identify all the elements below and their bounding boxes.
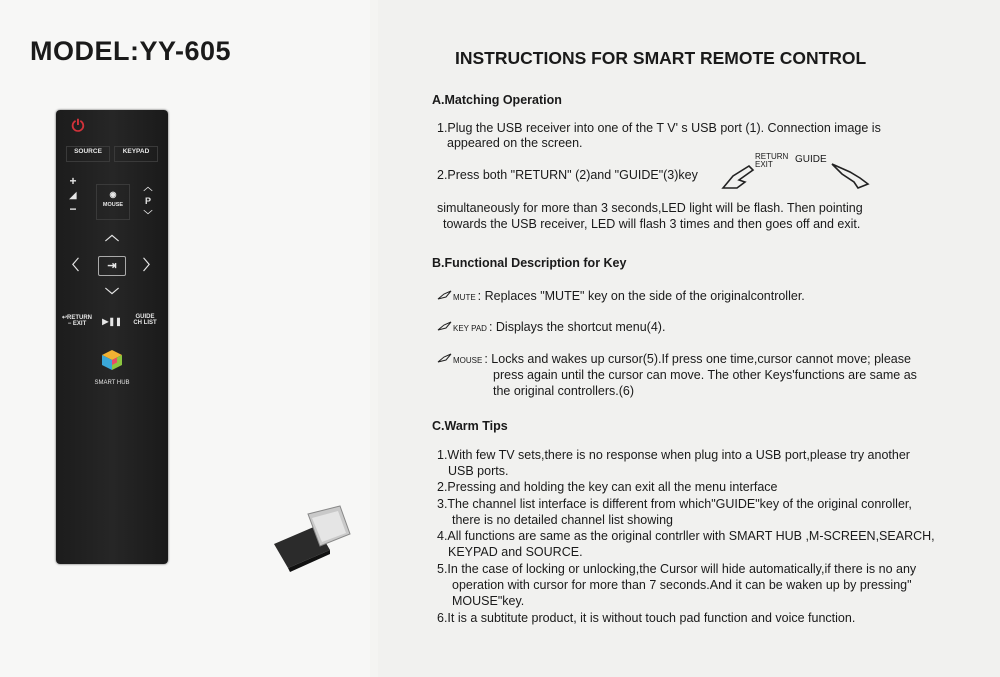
key-desc-keypad <box>437 320 665 336</box>
key-desc-mouse-cont: press again until the cursor can move. The other Keys'functions are same as <box>493 368 917 382</box>
tip-5-cont: operation with cursor for more than 7 seconds.And it can be waken up by pressing" <box>452 578 912 592</box>
mouse-button <box>96 184 130 220</box>
smart-hub-icon <box>100 348 124 372</box>
source-button: SOURCE <box>66 146 110 162</box>
matching-step-2-cont-2: towards the USB receiver, LED will flash 3 times and then goes off and exit. <box>443 217 861 231</box>
channel-up-icon: ︿ <box>143 182 153 192</box>
matching-step-2-cont: simultaneously for more than 3 seconds,LED light will be flash. Then pointing <box>437 201 863 215</box>
key-desc-mouse-cont-2: the original controllers.(6) <box>493 384 635 398</box>
mouse-icon: ◉ <box>109 190 117 199</box>
remote-control <box>56 110 168 564</box>
return-button: ↩RETURN − EXIT <box>61 315 93 327</box>
key-desc-mute <box>437 289 805 305</box>
volume-level-icon: ◢ <box>69 190 77 200</box>
model-title: MODEL:YY-605 <box>30 36 232 66</box>
matching-step-2: 2.Press both "RETURN" (2)and "GUIDE"(3)key <box>437 168 698 182</box>
volume-plus-icon: + <box>69 174 77 188</box>
mouse-key-text: : Locks and wakes up cursor(5).If press one time,cursor cannot move; please <box>484 352 911 366</box>
channel-down-icon: ﹀ <box>143 210 153 220</box>
keypad-button: KEYPAD <box>114 146 158 162</box>
mute-key-text: : Replaces "MUTE" key on the side of the originalcontroller. <box>477 289 805 303</box>
volume-rocker <box>66 174 80 216</box>
guide-button: GUIDE CH LIST <box>133 314 157 326</box>
hand-pointer-icon <box>437 290 453 300</box>
tip-5-cont-2: MOUSE"key. <box>452 594 525 608</box>
power-icon: ⏻ <box>71 118 85 135</box>
keypad-key-text: : Displays the shortcut menu(4). <box>488 320 666 334</box>
channel-rocker <box>140 180 156 222</box>
chevron-right-icon: 〉 <box>143 257 157 273</box>
tip-4-cont: KEYPAD and SOURCE. <box>448 545 583 559</box>
usb-receiver-icon <box>268 504 352 574</box>
mouse-key-label: MOUSE <box>453 356 483 365</box>
guide-callout: GUIDE <box>795 154 827 165</box>
channel-label: P <box>144 196 151 206</box>
tip-3: 3.The channel list interface is different from which"GUIDE"key of the original conroller, <box>437 497 912 511</box>
mouse-label: MOUSE <box>102 202 124 208</box>
tip-4: 4.All functions are same as the original contrller with SMART HUB ,M-SCREEN,SEARCH, <box>437 529 935 543</box>
tip-2: 2.Pressing and holding the key can exit all the menu interface <box>437 480 778 494</box>
document-title: INSTRUCTIONS FOR SMART REMOTE CONTROL <box>455 48 867 68</box>
enter-icon: ⇥ <box>98 256 126 276</box>
volume-minus-icon: − <box>69 202 77 216</box>
tip-6: 6.It is a subtitute product, it is without touch pad function and voice function. <box>437 611 856 625</box>
tip-1: 1.With few TV sets,there is no response when plug into a USB port,please try another <box>437 448 910 462</box>
return-exit-callout: RETURN EXIT <box>755 152 789 169</box>
chevron-left-icon: 〈 <box>65 257 79 273</box>
hand-pointer-icon <box>437 321 453 331</box>
section-heading-warm-tips: C.Warm Tips <box>432 419 508 433</box>
hand-pointer-icon <box>828 160 872 190</box>
tip-5: 5.In the case of locking or unlocking,the Cursor will hide automatically,if there is no any <box>437 562 917 576</box>
play-pause-button: ▶❚❚ <box>102 317 122 326</box>
tip-1-cont: USB ports. <box>448 464 509 478</box>
section-heading-matching: A.Matching Operation <box>432 93 562 107</box>
section-heading-functional: B.Functional Description for Key <box>432 256 627 270</box>
key-desc-mouse <box>437 352 911 368</box>
matching-step-1: 1.Plug the USB receiver into one of the T V' s USB port (1). Connection image is <box>437 121 881 135</box>
keypad-key-label: KEY PAD <box>453 324 487 333</box>
mute-key-label: MUTE <box>453 293 476 302</box>
hand-pointer-icon <box>437 353 453 363</box>
smart-hub-label: SMART HUB <box>94 380 130 386</box>
tip-3-cont: there is no detailed channel list showing <box>452 513 673 527</box>
chevron-down-icon: ﹀ <box>105 287 119 303</box>
matching-step-1-cont: appeared on the screen. <box>447 136 583 150</box>
chevron-up-icon: ︿ <box>105 227 119 243</box>
